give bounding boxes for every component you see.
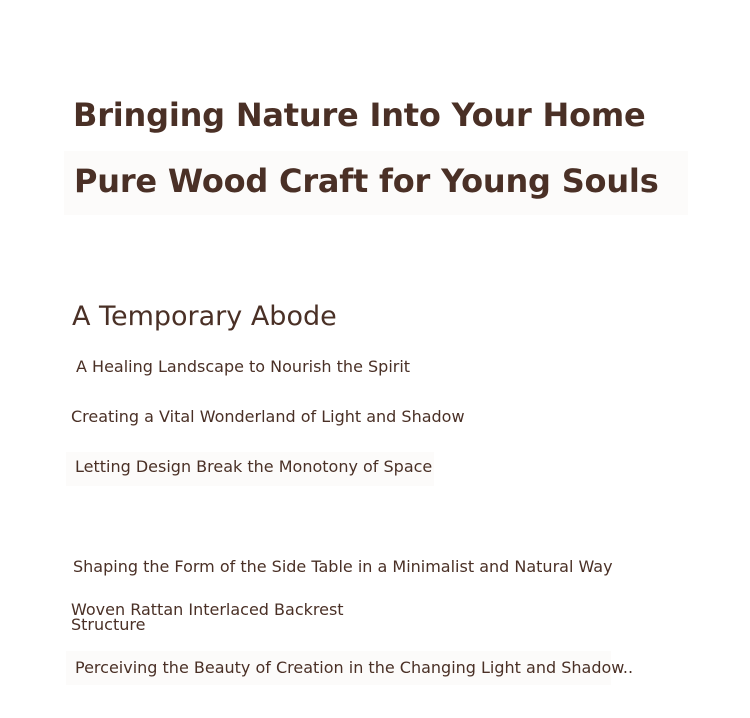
headline-secondary: Pure Wood Craft for Young Souls [74,162,659,200]
text-line-side-table: Shaping the Form of the Side Table in a Minimalist and Natural Way [73,557,613,576]
section-title: A Temporary Abode [72,301,337,332]
text-line-rattan-backrest: Woven Rattan Interlaced Backrest Structure [71,600,344,634]
text-line-beauty-of-creation: Perceiving the Beauty of Creation in the Changing Light and Shadow.. [75,658,634,677]
text-line-healing-landscape: A Healing Landscape to Nourish the Spirit [76,357,411,376]
text-line-break-monotony: Letting Design Break the Monotony of Space [75,457,433,476]
headline-primary: Bringing Nature Into Your Home [73,96,646,134]
text-line-vital-wonderland: Creating a Vital Wonderland of Light and Shadow [71,407,465,426]
